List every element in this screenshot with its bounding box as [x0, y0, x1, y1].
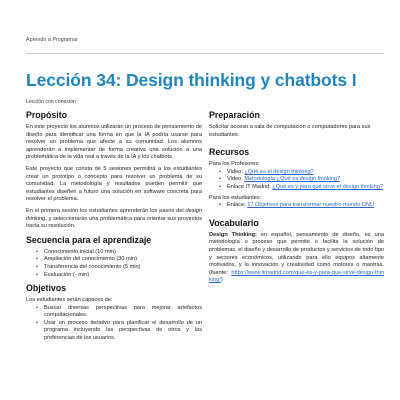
preparation-section	[209, 110, 384, 139]
page-title: Lección 34: Design thinking y chatbots I	[26, 70, 357, 90]
resource-link[interactable]: ¿Qué es el design thinking?	[244, 168, 314, 175]
resource-link[interactable]: ¿Qué es y para qué sirve el design thinking?	[272, 183, 383, 190]
purpose-p3-before: En el primera sesión los estudiantes aprenderán los pasos del	[26, 207, 186, 214]
purpose-p3-emphasis: design thinking	[26, 207, 202, 222]
course-header: Aprendo a Programar	[26, 37, 78, 43]
resources-heading: Recursos	[209, 147, 250, 158]
list-item: • Evaluación (- min)	[44, 272, 202, 280]
resource-link[interactable]: 17 Objetivos para transformar nuestro mundo ONU	[247, 202, 375, 209]
lesson-type-label: Lección con conexión	[26, 99, 76, 105]
list-item: • Conocimiento inicial (10 min)	[44, 249, 202, 257]
students-label: Para los estudiantes:	[209, 194, 262, 201]
list-item	[227, 202, 384, 210]
resource-link[interactable]: Metodología ¿Qué es design thinking?	[244, 176, 341, 183]
sequence-list	[26, 249, 202, 279]
vocabulary-definition	[209, 232, 384, 285]
list-item	[227, 176, 384, 184]
right-column	[209, 110, 384, 289]
teacher-resources-list	[209, 169, 384, 192]
student-resources-list	[209, 202, 384, 210]
sequence-section	[26, 235, 202, 279]
purpose-paragraph-3	[26, 208, 202, 231]
purpose-section	[26, 110, 202, 231]
purpose-paragraph-1: En este proyecto los alumnos utilizarán un proceso de pensamiento de diseño para identificar una forma en que la IA podría usarse para resolver un problema que afecte a su comunidad. Los alumnos aprenderán a implementar de forma creativa una solución a una problemática de la vida real a través de la IA y los chatbots.	[26, 124, 202, 161]
list-item: • Transferencia del conocimiento (5 min)	[44, 264, 202, 272]
objectives-list	[26, 305, 202, 343]
objectives-intro: Los estudiantes serán capaces de:	[26, 297, 113, 304]
purpose-p3-after: , y seleccionarán una problemática para orientar sus proyectos hacia su resolución.	[26, 215, 202, 230]
header-divider	[26, 53, 384, 54]
vocabulary-close: )	[220, 277, 223, 284]
sequence-heading: Secuencia para el aprendizaje	[26, 234, 152, 245]
purpose-paragraph-2: Este proyecto que consta de 5 sesiones permitirá a los estudiantes crear un prototipo o concepto para resolver un problema de su comunidad. La metodología y resultados pueden permitir que estudiantes diseñen a futuro una solución en software concreta para resolver el problema.	[26, 165, 202, 203]
resource-prefix: Video:	[227, 176, 245, 183]
resources-section	[209, 147, 384, 210]
vocabulary-section	[209, 218, 384, 285]
purpose-heading: Propósito	[26, 110, 68, 120]
vocabulary-source-link[interactable]: https://www.itmadrid.com/que-es-y-para-que-sirve-design-thinking/	[209, 269, 384, 284]
resource-prefix: Enlace:	[227, 202, 248, 209]
preparation-heading: Preparación	[209, 110, 260, 120]
vocabulary-term: Design Thinking:	[209, 231, 257, 238]
objectives-section	[26, 283, 202, 343]
list-item: • Ampliación del conocimiento (30 min)	[44, 256, 202, 264]
resource-prefix: Enlace IT Madrid:	[227, 183, 273, 190]
vocabulary-heading: Vocabulario	[209, 217, 259, 228]
left-column	[26, 110, 202, 347]
preparation-text: Solicitar acceso a sala de computación o computadores para sus estudiantes.	[209, 124, 371, 138]
vocabulary-text: en español, pensamiento de diseño, es una metodología o proceso que permite o facilita la solución de problemas, el diseño y desarrollo de productos y servicios de todo tipo y sectores económicos, utilizando para ello equipos altamente motivados, y la innovación y creatividad como motores o mantras. (fuente:	[209, 231, 385, 276]
list-item	[227, 169, 384, 177]
resource-prefix: Video:	[227, 168, 245, 175]
list-item: • Usar un proceso iterativo para planificar el desarrollo de un programa incluyendo las perspectivas de otros y las preferencias de los usuarios.	[44, 320, 202, 343]
teachers-label: Para los Profesores:	[209, 161, 260, 168]
list-item	[227, 184, 384, 192]
objectives-heading: Objetivos	[26, 283, 67, 294]
list-item: • Buscar diversas perspectivas para mejorar artefactos computacionales.	[44, 305, 202, 320]
